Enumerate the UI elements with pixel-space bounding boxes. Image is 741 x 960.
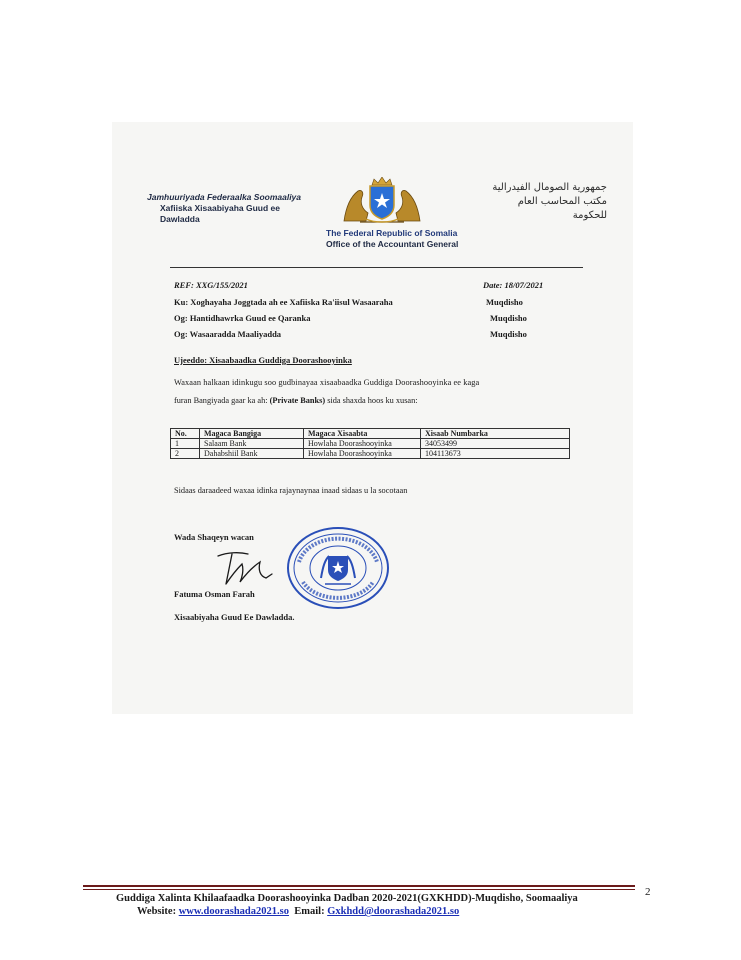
closing-sentence: Sidaas daraadeed waxaa idinka rajaynaynaa inaad sidaas u la socotaan (174, 486, 408, 495)
letterhead-arabic (492, 181, 607, 223)
table-row (171, 439, 570, 449)
email-link[interactable]: Gxkhdd@doorashada2021.so (327, 906, 460, 917)
table-cell-no: 1 (171, 439, 200, 449)
reference-number: REF: XXG/155/2021 (174, 280, 248, 290)
letterhead-somali-line-1: Jamhuuriyada Federaalka Soomaaliya (147, 192, 302, 202)
page-number: 2 (645, 886, 651, 898)
subject-line: Ujeeddo: Xisaabaadka Guddiga Doorashooyinka (174, 355, 352, 365)
column-header-no: No. (171, 429, 200, 439)
letterhead-arabic-line-1: جمهورية الصومال الفيدرالية (492, 182, 607, 193)
table-cell-account-number: 104113673 (421, 449, 570, 459)
footer-divider-thick (83, 885, 635, 887)
signatory-title: Xisaabiyaha Guud Ee Dawladda. (174, 612, 295, 622)
addressee-2: Og: Hantidhawrka Guud ee Qaranka (174, 313, 311, 323)
footer-contact (137, 906, 459, 917)
website-link[interactable]: www.doorashada2021.so (178, 906, 289, 917)
footer-organization: Guddiga Xalinta Khilaafaadka Doorashooyinka Dadban 2020-2021(GXKHDD)-Muqdisho, Soomaaliya (116, 893, 578, 904)
letterhead-somali-line-2: Xafiiska Xisaabiyaha Guud ee (160, 203, 281, 213)
table-cell-account-name: Howlaha Doorashooyinka (304, 449, 421, 459)
signatory-name: Fatuma Osman Farah (174, 589, 255, 599)
addressee-2-city: Muqdisho (490, 313, 527, 323)
table-cell-no: 2 (171, 449, 200, 459)
table-cell-bank-name: Salaam Bank (200, 439, 304, 449)
body-text-line-2-start: furan Bangiyada gaar ka ah: (174, 396, 270, 405)
letterhead-english (326, 228, 458, 250)
addressee-3-city: Muqdisho (490, 329, 527, 339)
website-label: Website: (137, 906, 179, 917)
table-cell-account-name: Howlaha Doorashooyinka (304, 439, 421, 449)
official-seal-stamp (285, 526, 391, 610)
letterhead-somali-line-3: Dawladda (160, 214, 200, 224)
handwritten-signature (214, 548, 274, 588)
letterhead-somali (147, 192, 301, 225)
bank-accounts-table (170, 428, 570, 459)
table-cell-bank-name: Dahabshiil Bank (200, 449, 304, 459)
header-divider (170, 267, 583, 268)
footer-divider-thin (83, 889, 635, 890)
letterhead-english-line-2: Office of the Accountant General (326, 239, 459, 249)
table-cell-account-number: 34053499 (421, 439, 570, 449)
letterhead-english-line-1: The Federal Republic of Somalia (326, 228, 458, 238)
body-text-line-2 (174, 396, 418, 405)
body-text-line-2-end: sida shaxda hoos ku xusan: (325, 396, 418, 405)
letterhead-arabic-line-3: للحكومة (572, 210, 607, 221)
table-header-row (171, 429, 570, 439)
letter-date: Date: 18/07/2021 (483, 280, 544, 290)
addressee-1-city: Muqdisho (486, 297, 523, 307)
column-header-account-number: Xisaab Numbarka (421, 429, 570, 439)
table-row (171, 449, 570, 459)
letterhead-arabic-line-2: مكتب المحاسب العام (517, 196, 607, 207)
column-header-account-name: Magaca Xisaabta (304, 429, 421, 439)
email-label: Email: (288, 906, 328, 917)
column-header-bank-name: Magaca Bangiga (200, 429, 304, 439)
body-text-line-1: Waxaan halkaan idinkugu soo gudbinayaa xisaabaadka Guddiga Doorashooyinka ee kaga (174, 378, 480, 387)
addressee-1: Ku: Xoghayaha Joggtada ah ee Xafiiska Ra'iisul Wasaaraha (174, 297, 393, 307)
coat-of-arms-icon (340, 177, 424, 225)
addressee-3: Og: Wasaaradda Maaliyadda (174, 329, 282, 339)
signoff-greeting: Wada Shaqeyn wacan (174, 532, 254, 542)
private-banks-label: (Private Banks) (269, 396, 326, 405)
